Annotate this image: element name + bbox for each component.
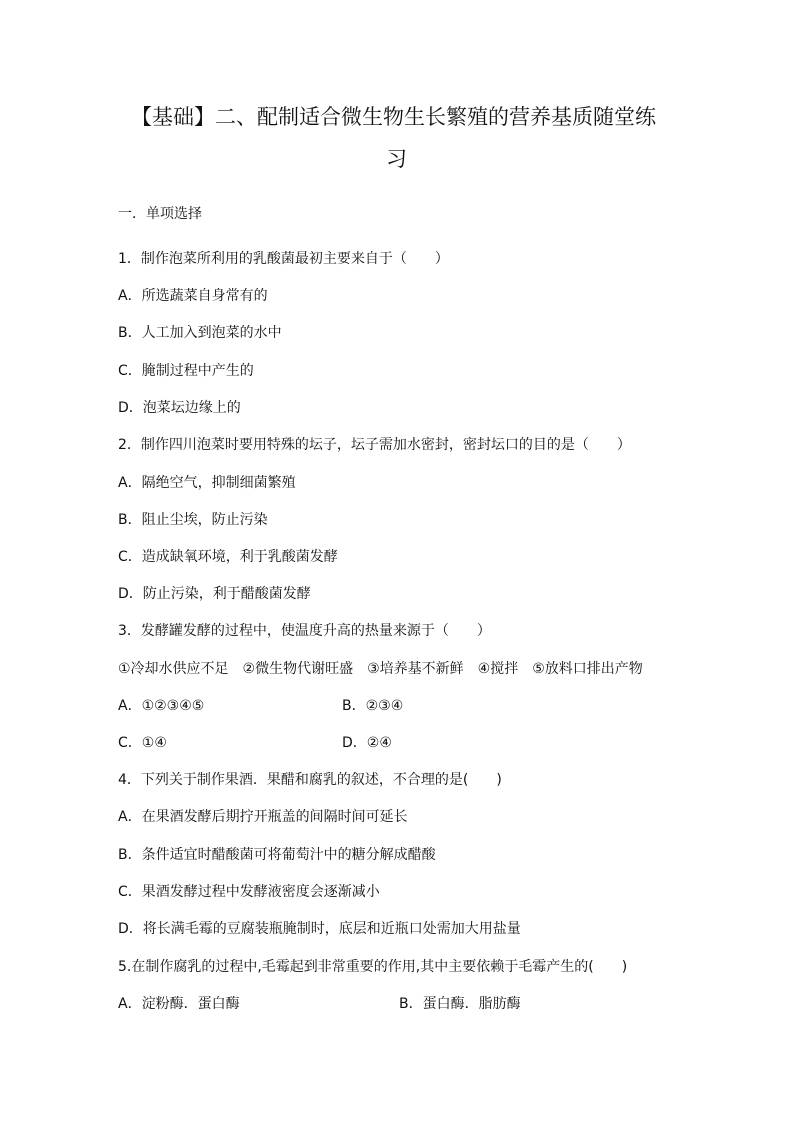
title-line-2: 习 bbox=[386, 147, 407, 171]
question-stem: 4．下列关于制作果酒．果醋和腐乳的叙述，不合理的是( ) bbox=[118, 772, 502, 788]
option-a: A．①②③④⑤ bbox=[118, 698, 205, 714]
option-d: D．防止污染，利于醋酸菌发酵 bbox=[118, 586, 311, 602]
option-d: D．将长满毛霉的豆腐装瓶腌制时，底层和近瓶口处需加大用盐量 bbox=[118, 921, 521, 937]
option-c: C．①④ bbox=[118, 735, 167, 751]
option-a: A．隔绝空气，抑制细菌繁殖 bbox=[118, 475, 296, 491]
question-stem: 1．制作泡菜所利用的乳酸菌最初主要来自于（ ） bbox=[118, 251, 449, 267]
option-b: B．人工加入到泡菜的水中 bbox=[118, 325, 282, 341]
option-b: B．蛋白酶．脂肪酶 bbox=[399, 996, 521, 1012]
option-a: A．在果酒发酵后期拧开瓶盖的间隔时间可延长 bbox=[118, 809, 408, 825]
option-c: C．腌制过程中产生的 bbox=[118, 363, 254, 379]
option-b: B．条件适宜时醋酸菌可将葡萄汁中的糖分解成醋酸 bbox=[118, 847, 436, 863]
option-b: B．②③④ bbox=[342, 698, 404, 714]
question-stem: 5.在制作腐乳的过程中,毛霉起到非常重要的作用,其中主要依赖于毛霉产生的( ) bbox=[118, 959, 628, 975]
option-b: B．阻止尘埃，防止污染 bbox=[118, 512, 268, 528]
question-stem: 2．制作四川泡菜时要用特殊的坛子，坛子需加水密封，密封坛口的目的是（ ） bbox=[118, 437, 631, 453]
statement-list: ①冷却水供应不足 ②微生物代谢旺盛 ③培养基不新鲜 ④搅拌 ⑤放料口排出产物 bbox=[118, 661, 643, 677]
option-a: A．所选蔬菜自身常有的 bbox=[118, 288, 268, 304]
option-d: D．②④ bbox=[342, 735, 392, 751]
option-c: C．果酒发酵过程中发酵液密度会逐渐减小 bbox=[118, 884, 380, 900]
title-line-1: 【基础】二、配制适合微生物生长繁殖的营养基质随堂练 bbox=[131, 105, 656, 129]
question-stem: 3．发酵罐发酵的过程中，使温度升高的热量来源于（ ） bbox=[118, 623, 491, 639]
option-a: A．淀粉酶．蛋白酶 bbox=[118, 996, 240, 1012]
option-c: C．造成缺氧环境，利于乳酸菌发酵 bbox=[118, 549, 338, 565]
option-d: D．泡菜坛边缘上的 bbox=[118, 400, 241, 416]
section-heading: 一．单项选择 bbox=[118, 206, 202, 222]
